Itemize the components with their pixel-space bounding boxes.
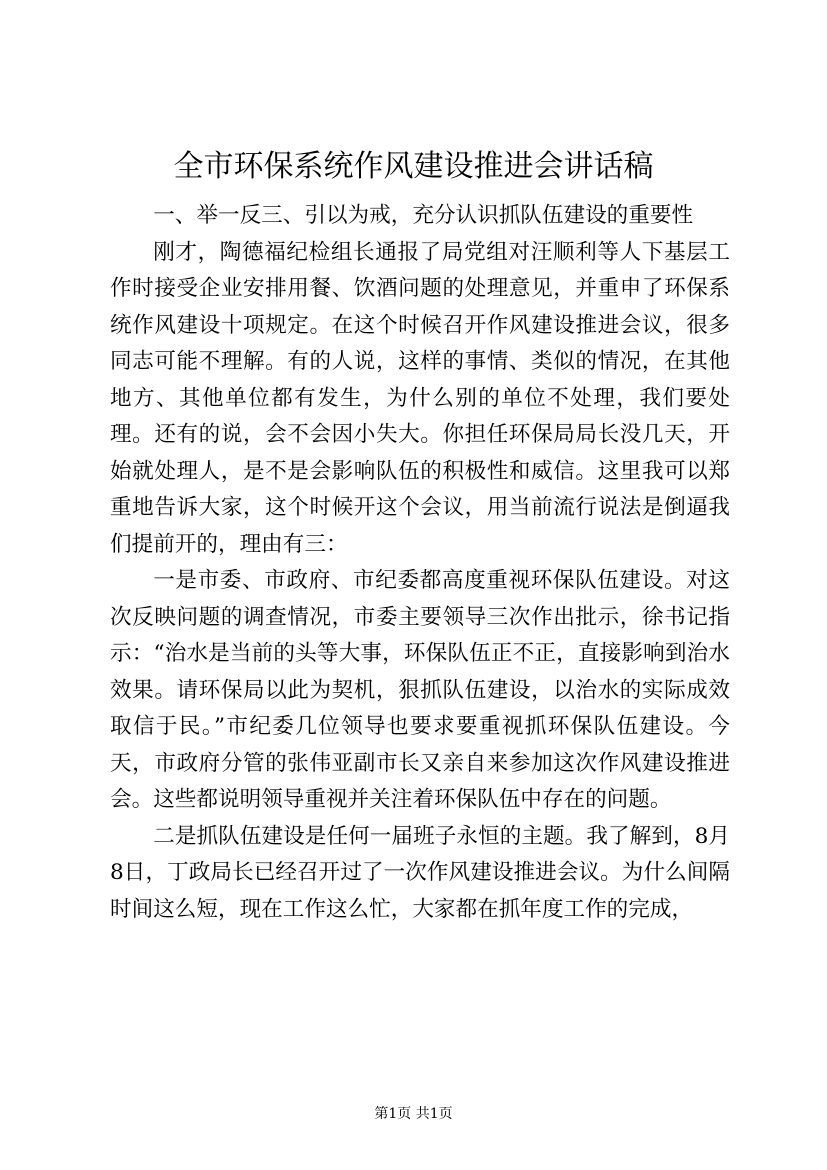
document-body [110,198,730,928]
paragraph-3: 二是抓队伍建设是任何一届班子永恒的主题。我了解到，8月8日，丁政局长已经召开过了一次作风建设推进会议。为什么间隔时间这么短，现在工作这么忙，大家都在抓年度工作的完成， [110,823,730,922]
section-heading: 一、举一反三、引以为戒，充分认识抓队伍建设的重要性 [153,203,694,228]
document-title: 全市环保系统作风建设推进会讲话稿 [173,149,654,184]
page-footer: 第1页 共1页 [374,1106,453,1122]
paragraph-2: 一是市委、市政府、市纪委都高度重视环保队伍建设。对这次反映问题的调查情况，市委主要领导三次作出批示，徐书记指示：“治水是当前的头等大事，环保队伍正不正，直接影响到治水效果。请环保局以此为契机，狠抓队伍建设，以治水的实际成效取信于民。”市纪委几位领导也要求要重视抓环保队伍建设。今天，市政府分管的张伟亚副市长又亲自来参加这次作风建设推进会。这些都说明领导重视并关注着环保队伍中存在的问题。 [110,568,730,812]
paragraph-1: 刚才，陶德福纪检组长通报了局党组对汪顺利等人下基层工作时接受企业安排用餐、饮酒问题的处理意见，并重申了环保系统作风建设十项规定。在这个时候召开作风建设推进会议，很多同志可能不理解。有的人说，这样的事情、类似的情况，在其他地方、其他单位都有发生，为什么别的单位不处理，我们要处理。还有的说，会不会因小失大。你担任环保局局长没几天，开始就处理人，是不是会影响队伍的积极性和威信。这里我可以郑重地告诉大家，这个时候开这个会议，用当前流行说法是倒逼我们提前开的，理由有三： [110,239,730,557]
